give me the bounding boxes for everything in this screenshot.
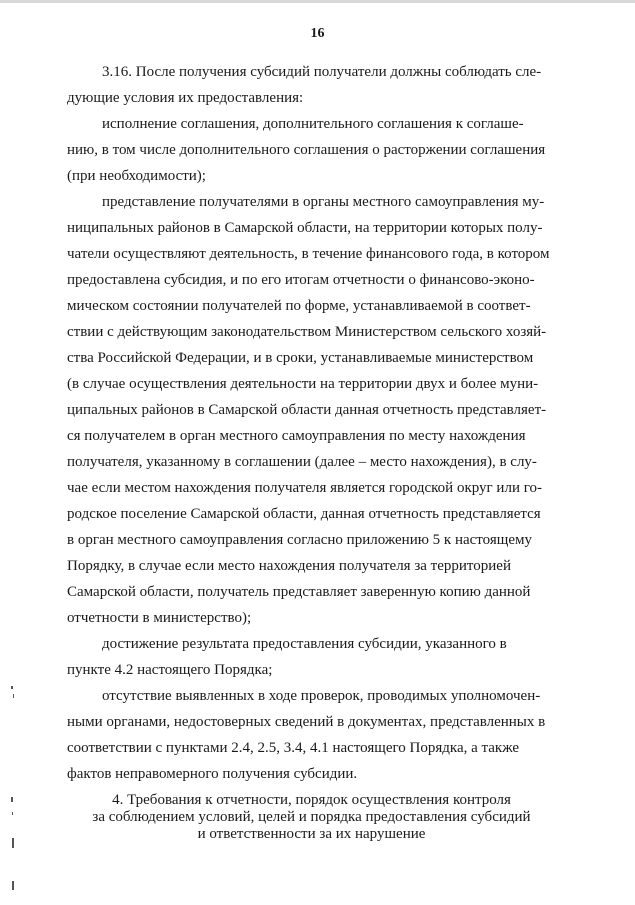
page-number: 16: [310, 26, 325, 41]
paragraph-result-achievement: достижение результата предоставления субсидии, указанного в пункте 4.2 настоящего Порядка;: [67, 636, 507, 678]
scan-mark: [12, 812, 13, 815]
paragraph-no-violations: отсутствие выявленных в ходе проверок, проводимых уполномочен- ными органами, недостоверных сведений в документах, представленных в соответствии с пунктами 2.4, 2.5, 3.4, 4.1 настоящего Порядка, а также фактов неправомерного получения субсидии.: [67, 688, 546, 782]
page-top-edge: [0, 0, 635, 3]
paragraph-reporting-submission: представление получателями в органы местного самоуправления му- ниципальных районов в Самарской области, на территории которых полу- чатели осуществляют деятельность, в течение финансового года, в котором предоставлена субсидия, и по его итогам отчетности о финансово-эконо- мическом состоянии получателей по форме, устанавливаемой в соответ- ствии с действующим законодательством Министерством сельского хозяй- ства Российской Федерации, и в сроки, устанавливаемые министерством (в случае осуществления деятельности на территории двух и более муни- ципальных районов в Самарской области данная отчетность представляет- ся получателем в орган местного самоуправления по месту нахождения получателя, указанному в соглашении (далее – место нахождения), в слу- чае если местом нахождения получателя является городской округ или го- родское поселение Самарской области, данная отчетность представляется в орган местного самоуправления согласно приложению 5 к настоящему Порядку, в случае если место нахождения получателя за территорией Самарской области, получатель представляет заверенную копию данной отчетности в министерство);: [67, 194, 550, 626]
document-body: [67, 59, 556, 787]
scan-mark: [11, 686, 13, 689]
paragraph-3-16: 3.16. После получения субсидий получатели должны соблюдать сле- дующие условия их предоставления:: [67, 64, 542, 106]
section-heading: 4. Требования к отчетности, порядок осуществления контроля за соблюдением условий, целей и порядка предоставления субсидий и ответственности за их нарушение: [92, 792, 531, 842]
scan-mark: [12, 881, 14, 890]
paragraph-agreement-fulfillment: исполнение соглашения, дополнительного соглашения к соглаше- нию, в том числе дополнительного соглашения о расторжении соглашения (при необходимости);: [67, 116, 546, 184]
scan-mark: [13, 694, 14, 698]
scan-mark: [12, 838, 14, 848]
scan-mark: [11, 797, 13, 802]
